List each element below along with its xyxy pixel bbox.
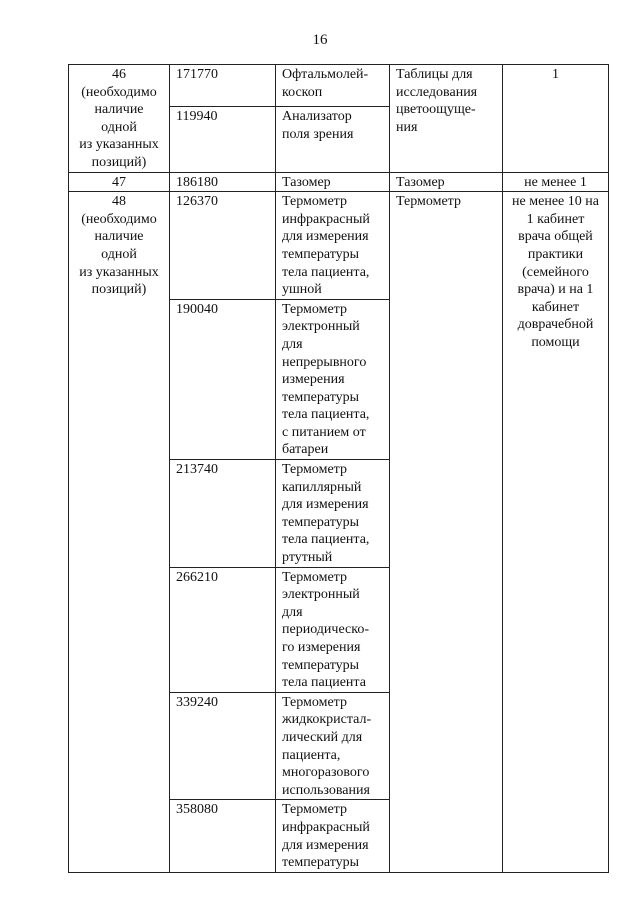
- item-code: 213740: [170, 460, 276, 568]
- item-code: 186180: [170, 172, 276, 192]
- item-name: Тазомер: [276, 172, 390, 192]
- page-number: 16: [312, 32, 328, 48]
- item-name: Анализатор поля зрения: [276, 107, 390, 173]
- item-name: Термометр электронный для непрерывного измерения температуры тела пациента, с питанием от батареи: [276, 299, 390, 459]
- equipment-table: [68, 64, 609, 873]
- row-number: 46 (необходимо наличие одной из указанных позиций): [69, 65, 170, 173]
- generic-name: Термометр: [390, 192, 503, 873]
- table-row-47: [69, 172, 609, 192]
- row-number: 48 (необходимо наличие одной из указанных позиций): [69, 192, 170, 873]
- item-code: 119940: [170, 107, 276, 173]
- item-name: Термометр инфракрасный для измерения температуры: [276, 800, 390, 872]
- item-code: 171770: [170, 65, 276, 107]
- table-row-48: [69, 192, 609, 300]
- item-code: 339240: [170, 692, 276, 800]
- item-name: Термометр инфракрасный для измерения температуры тела пациента, ушной: [276, 192, 390, 300]
- item-code: 266210: [170, 567, 276, 692]
- row-number: 47: [69, 172, 170, 192]
- table-row-46: [69, 65, 609, 107]
- item-code: 358080: [170, 800, 276, 872]
- generic-name: Таблицы для исследования цветоощуще- ния: [390, 65, 503, 173]
- item-code: 126370: [170, 192, 276, 300]
- item-name: Офтальмолей- коскоп: [276, 65, 390, 107]
- item-name: Термометр капиллярный для измерения температуры тела пациента, ртутный: [276, 460, 390, 568]
- item-code: 190040: [170, 299, 276, 459]
- required-quantity: не менее 10 на 1 кабинет врача общей практики (семейного врача) и на 1 кабинет доврачебной помощи: [503, 192, 609, 873]
- item-name: Термометр электронный для периодическо- го измерения температуры тела пациента: [276, 567, 390, 692]
- required-quantity: не менее 1: [503, 172, 609, 192]
- item-name: Термометр жидкокристал- лический для пациента, многоразового использования: [276, 692, 390, 800]
- generic-name: Тазомер: [390, 172, 503, 192]
- required-quantity: 1: [503, 65, 609, 173]
